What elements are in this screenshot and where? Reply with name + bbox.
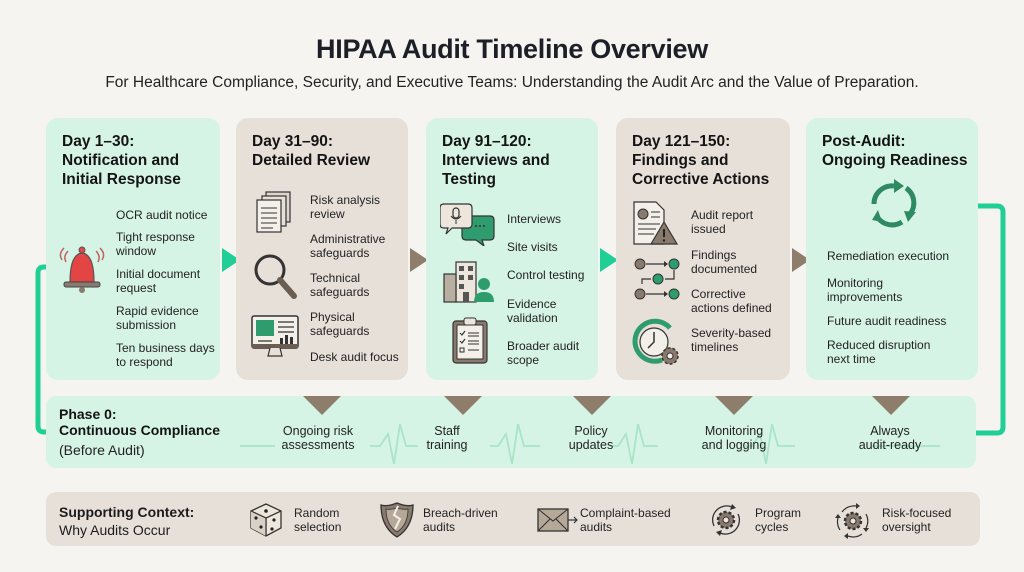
magnifier-icon xyxy=(252,252,300,302)
phase-item: OCR audit notice xyxy=(116,208,208,222)
phase-card-post-audit xyxy=(806,118,978,380)
phase-item: Technical safeguards xyxy=(310,271,370,299)
phase-0-item: Ongoing risk assessments xyxy=(281,424,355,452)
report-warning-icon xyxy=(632,200,678,246)
phase-item: Corrective actions defined xyxy=(691,287,772,315)
gear-cycle-icon xyxy=(708,502,744,538)
workflow-check-icon xyxy=(634,254,682,304)
cycle-arrows-icon xyxy=(864,178,922,230)
phase-item: Desk audit focus xyxy=(310,350,399,364)
phase-item: Tight response window xyxy=(116,230,195,258)
support-item: Breach-driven audits xyxy=(423,506,498,534)
support-subtitle: Why Audits Occur xyxy=(59,522,171,538)
phase-item: Rapid evidence submission xyxy=(116,304,199,332)
broken-shield-icon xyxy=(379,501,415,539)
envelope-arrow-icon xyxy=(536,507,580,533)
phase-card-day-91-120 xyxy=(426,118,598,380)
interview-chat-icon xyxy=(440,202,496,246)
phase-item: Severity-based timelines xyxy=(691,326,772,354)
phase-item: Risk analysis review xyxy=(310,193,381,221)
support-item: Random selection xyxy=(294,506,342,534)
phase-card-day-121-150 xyxy=(616,118,790,380)
phase-title: Day 31–90: Detailed Review xyxy=(252,133,371,169)
phase-0-item: Staff training xyxy=(426,424,468,452)
phase-0-continuous-compliance xyxy=(46,396,976,468)
phase-title: Day 121–150: Findings and Corrective Actions xyxy=(632,133,770,188)
monitor-dashboard-icon xyxy=(250,314,300,362)
support-item: Risk-focused oversight xyxy=(882,506,952,534)
phase-0-title: Phase 0: Continuous Compliance xyxy=(59,406,220,438)
phase-0-subtitle: (Before Audit) xyxy=(59,442,145,458)
phase-item: Monitoring improvements xyxy=(827,276,903,304)
phase-item: Administrative safeguards xyxy=(310,232,386,260)
checklist-clipboard-icon xyxy=(450,316,490,364)
triangle-marker-icon xyxy=(715,396,753,415)
phase-card-day-1-30 xyxy=(46,118,220,380)
alarm-bell-icon xyxy=(54,240,110,296)
phase-item: Remediation execution xyxy=(827,249,950,263)
supporting-context-bar xyxy=(46,492,980,546)
phase-item: Future audit readiness xyxy=(827,314,947,328)
page-subtitle: For Healthcare Compliance, Security, and Executive Teams: Understanding the Audit Arc and the Value of Preparation. xyxy=(105,74,919,91)
dice-icon xyxy=(248,502,284,538)
phase-item: Interviews xyxy=(507,212,562,226)
phase-item: Physical safeguards xyxy=(310,310,370,338)
support-item: Complaint-based audits xyxy=(580,506,671,534)
phase-item: Control testing xyxy=(507,268,585,282)
phase-item: Evidence validation xyxy=(507,297,558,325)
phase-item: Broader audit scope xyxy=(507,339,580,367)
phase-title: Post-Audit: Ongoing Readiness xyxy=(822,133,968,169)
page-title: HIPAA Audit Timeline Overview xyxy=(316,34,708,64)
gear-arrows-icon xyxy=(834,502,872,540)
phase-0-item: Always audit-ready xyxy=(858,424,922,452)
building-person-icon xyxy=(442,258,494,304)
triangle-marker-icon xyxy=(303,396,341,415)
triangle-marker-icon xyxy=(573,396,611,415)
phase-item: Findings documented xyxy=(691,248,758,276)
support-item: Program cycles xyxy=(755,506,802,534)
phase-item: Ten business days to respond xyxy=(116,341,215,369)
phase-title: Day 91–120: Interviews and Testing xyxy=(442,133,550,188)
phase-item: Audit report issued xyxy=(691,208,754,236)
phase-title: Day 1–30: Notification and Initial Response xyxy=(62,133,181,188)
phase-card-day-31-90 xyxy=(236,118,408,380)
triangle-marker-icon xyxy=(872,396,910,415)
documents-icon xyxy=(254,190,294,234)
phase-item: Site visits xyxy=(507,240,558,254)
triangle-marker-icon xyxy=(444,396,482,415)
phase-item: Reduced disruption next time xyxy=(827,338,931,366)
phase-0-item: Monitoring and logging xyxy=(701,424,767,452)
phase-0-item: Policy updates xyxy=(568,424,614,452)
support-title: Supporting Context: xyxy=(59,504,195,520)
phase-item: Initial document request xyxy=(116,267,201,295)
clock-gear-icon xyxy=(632,318,682,368)
